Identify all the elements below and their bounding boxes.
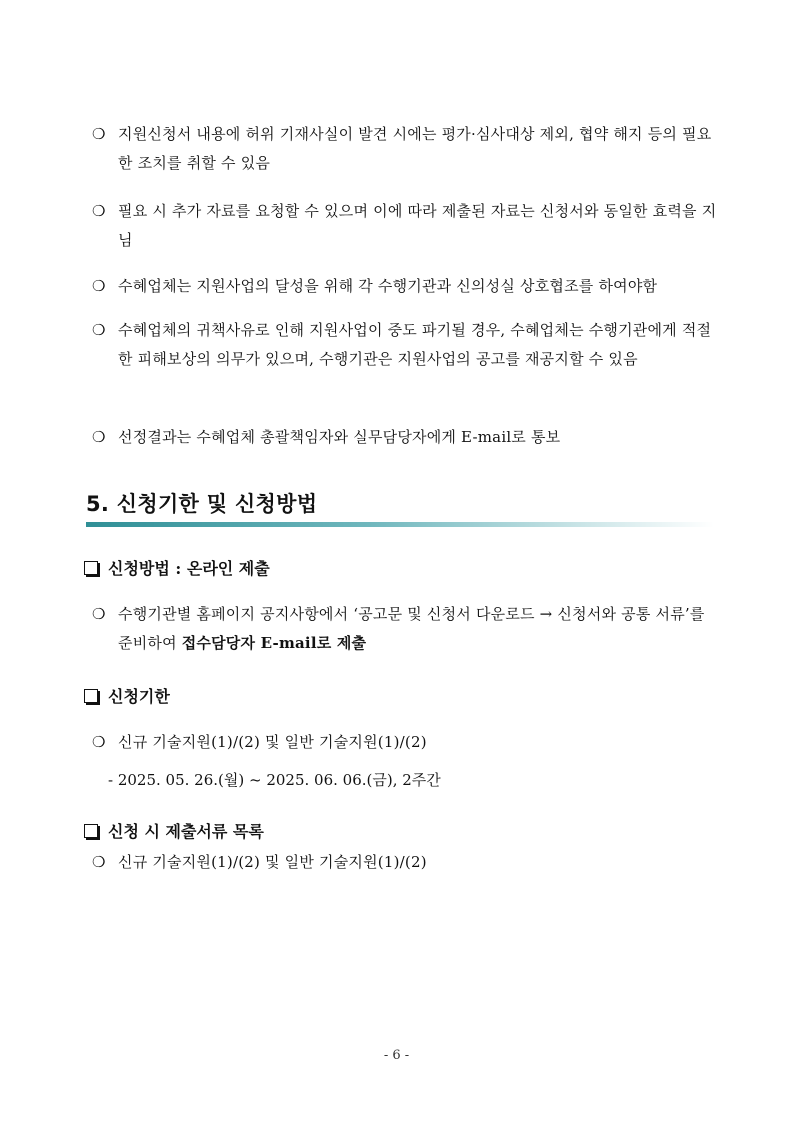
bullet-text xyxy=(92,600,722,658)
bullet-false-info xyxy=(92,120,722,178)
bullet-text: 수혜업체는 지원사업의 달성을 위해 각 수행기관과 신의성실 상호협조를 하여야함 xyxy=(118,277,658,295)
bullet-text: 지원신청서 내용에 허위 기재사실이 발견 시에는 평가·심사대상 제외, 협약 해지 등의 필요한 조치를 취할 수 있음 xyxy=(118,125,712,172)
bullet-notification xyxy=(92,423,722,452)
section-title: 5. 신청기한 및 신청방법 xyxy=(86,492,318,516)
bullet-documents xyxy=(92,848,722,877)
subheading-label: 신청 시 제출서류 목록 xyxy=(108,822,264,841)
bullet-text-normal: 수행기관별 홈페이지 공지사항에서 ‘공고문 및 신청서 다운로드 → 신청서와 공통 서류’를 준비하여 xyxy=(118,605,705,652)
bullet-text-bold: 접수담당자 E-mail로 제출 xyxy=(181,634,367,652)
bullet-termination xyxy=(92,316,722,374)
subheading-label: 신청방법 : 온라인 제출 xyxy=(108,559,270,578)
bullet-text: 신규 기술지원(1)/(2) 및 일반 기술지원(1)/(2) xyxy=(118,733,427,751)
bullet-text: 수혜업체의 귀책사유로 인해 지원사업이 중도 파기될 경우, 수혜업체는 수행기관에게 적절한 피해보상의 의무가 있으며, 수행기관은 지원사업의 공고를 재공지할 수 있음 xyxy=(118,321,712,368)
circle-bullet-icon: ❍ xyxy=(92,125,106,143)
bullet-deadline xyxy=(92,728,722,757)
circle-bullet-icon: ❍ xyxy=(92,428,106,446)
bullet-text: 필요 시 추가 자료를 요청할 수 있으며 이에 따라 제출된 자료는 신청서와 동일한 효력을 지님 xyxy=(118,202,717,249)
subheading-label: 신청기한 xyxy=(108,687,170,706)
bullet-text: 선정결과는 수혜업체 총괄책임자와 실무담당자에게 E-mail로 통보 xyxy=(118,428,561,446)
bullet-additional-docs xyxy=(92,197,722,255)
bullet-method xyxy=(92,600,722,658)
bullet-text: 신규 기술지원(1)/(2) 및 일반 기술지원(1)/(2) xyxy=(118,853,427,871)
page-number: - 6 - xyxy=(383,1048,410,1063)
circle-bullet-icon: ❍ xyxy=(92,853,106,871)
deadline-period: - 2025. 05. 26.(월) ~ 2025. 06. 06.(금), 2주간 xyxy=(108,771,441,789)
circle-bullet-icon: ❍ xyxy=(92,605,106,623)
section-divider xyxy=(86,522,714,527)
circle-bullet-icon: ❍ xyxy=(92,321,106,339)
checkbox-square-icon xyxy=(84,561,98,575)
checkbox-square-icon xyxy=(84,689,98,703)
bullet-cooperation xyxy=(92,272,722,301)
checkbox-square-icon xyxy=(84,824,98,838)
circle-bullet-icon: ❍ xyxy=(92,202,106,220)
circle-bullet-icon: ❍ xyxy=(92,733,106,751)
circle-bullet-icon: ❍ xyxy=(92,277,106,295)
